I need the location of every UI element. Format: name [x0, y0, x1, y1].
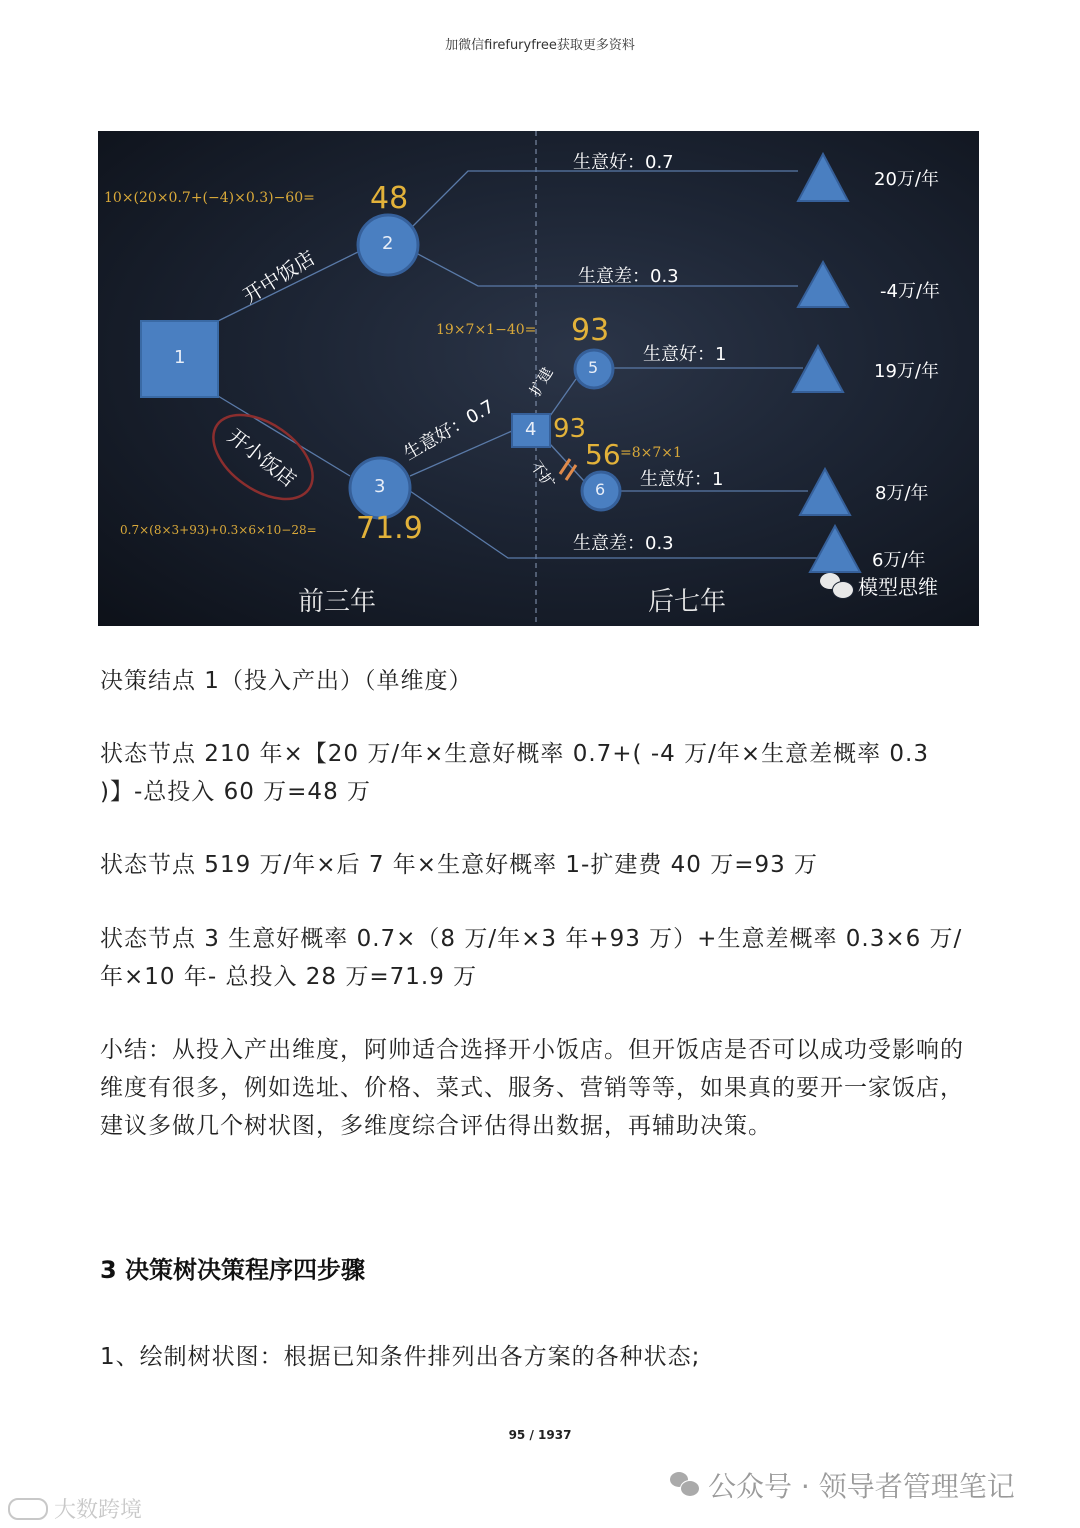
value-n6: 56	[585, 438, 621, 471]
value-n3: 71.9	[356, 511, 423, 546]
wechat-icon	[820, 573, 854, 599]
paragraph-summary: 小结：从投入产出维度，阿帅适合选择开小饭店。但开饭店是否可以成功受影响的维度有很多，例如选址、价格、菜式、服务、营销等等，如果真的要开一家饭店，建议多做几个树状图，多维度综合评估得出数据，再辅助决策。	[100, 1037, 964, 1139]
paragraph-decision-node: 决策结点 1（投入产出）（单维度）	[100, 668, 473, 694]
prob-n3-good: 生意好：0.7	[400, 396, 498, 465]
step-1: 1、绘制树状图：根据已知条件排列出各方案的各种状态;	[100, 1344, 701, 1370]
prob-n2-good: 生意好：0.7	[573, 152, 674, 173]
figure-watermark-text: 模型思维	[858, 575, 938, 599]
node-label-1: 1	[174, 347, 186, 368]
end-node-triangle	[798, 262, 848, 307]
end-node-triangle	[798, 154, 848, 201]
footer-wechat-watermark	[670, 1465, 1015, 1505]
paragraph-state-node-2: 状态节点 210 年×【20 万/年×生意好概率 0.7+( -4 万/年×生意差概率 0.3 )】-总投入 60 万=48 万	[100, 741, 929, 805]
end-node-triangle	[810, 526, 860, 572]
end-node-triangle	[800, 469, 850, 515]
node-label-4: 4	[525, 419, 537, 440]
payoff-6: 6万/年	[872, 550, 926, 571]
payoff-8: 8万/年	[875, 483, 929, 504]
prob-n6-good: 生意好：1	[640, 469, 724, 490]
branch-small-restaurant: 开小饭店	[223, 423, 301, 492]
corner-watermark	[8, 1493, 142, 1524]
payoff-19: 19万/年	[874, 361, 939, 382]
wechat-icon	[670, 1472, 700, 1498]
node-label-5: 5	[588, 358, 599, 377]
corner-watermark-text: 大数跨境	[54, 1498, 143, 1523]
logo-icon	[8, 1498, 48, 1520]
branch-medium-restaurant: 开中饭店	[238, 245, 320, 309]
formula-n6: =8×7×1	[620, 445, 682, 461]
period-last-seven-years: 后七年	[648, 587, 727, 617]
period-first-three-years: 前三年	[298, 587, 377, 617]
payoff-minus4: -4万/年	[880, 281, 941, 302]
prob-n2-bad: 生意差：0.3	[578, 266, 679, 287]
figure-watermark	[820, 571, 938, 600]
paragraph-state-node-5: 状态节点 519 万/年×后 7 年×生意好概率 1-扩建费 40 万=93 万	[100, 852, 819, 878]
end-node-triangle	[793, 346, 843, 392]
value-n5: 93	[571, 313, 610, 348]
node-label-2: 2	[382, 233, 394, 254]
section-heading: 3 决策树决策程序四步骤	[100, 1256, 366, 1284]
wechat-watermark-text: 公众号 · 领导者管理笔记	[708, 1470, 1015, 1503]
decision-tree-figure	[98, 131, 979, 626]
node-label-3: 3	[374, 476, 386, 497]
branch-expand: 扩建	[526, 364, 557, 400]
branch-no-expand: 不扩	[526, 457, 559, 493]
page-number: 95 / 1937	[508, 1428, 572, 1442]
value-n4: 93	[553, 414, 587, 444]
node-label-6: 6	[595, 480, 606, 499]
formula-n5: 19×7×1−40=	[436, 322, 537, 338]
header-watermark: 加微信firefuryfree获取更多资料	[445, 38, 635, 53]
formula-n3: 0.7×(8×3+93)+0.3×6×10−28=	[120, 523, 317, 537]
value-n2: 48	[370, 181, 409, 216]
prob-n3-bad: 生意差：0.3	[573, 533, 674, 554]
paragraph-state-node-3: 状态节点 3 生意好概率 0.7×（8 万/年×3 年+93 万）+生意差概率 0.3×6 万/年×10 年- 总投入 28 万=71.9 万	[100, 926, 963, 990]
formula-n2: 10×(20×0.7+(−4)×0.3)−60=	[104, 190, 315, 206]
payoff-20: 20万/年	[874, 169, 939, 190]
prob-n5-good: 生意好：1	[643, 344, 727, 365]
